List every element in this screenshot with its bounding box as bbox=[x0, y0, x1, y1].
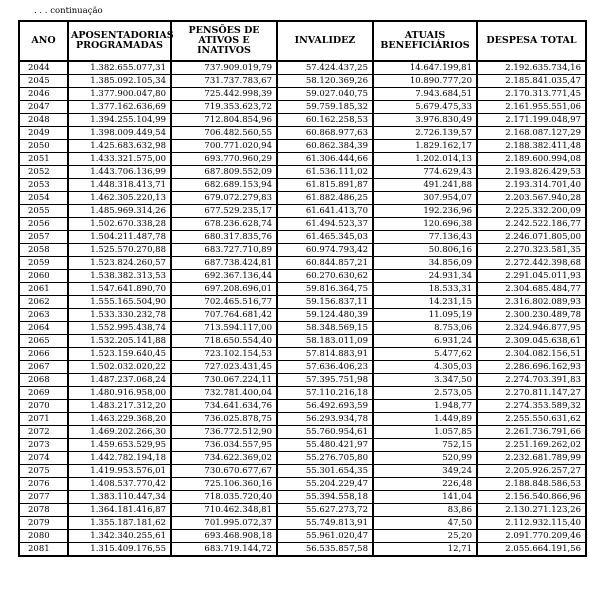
cell-ano: 2065 bbox=[19, 335, 68, 348]
cell-despesa-total: 2.170.313.771,45 bbox=[477, 88, 586, 101]
table-row bbox=[19, 361, 586, 374]
cell-despesa-total: 2.156.540.866,96 bbox=[477, 491, 586, 504]
cell-despesa-total: 2.168.087.127,29 bbox=[477, 127, 586, 140]
cell-invalidez: 55.961.020,47 bbox=[277, 530, 373, 543]
cell-aposentadorias: 1.533.330.232,78 bbox=[68, 309, 171, 322]
cell-aposentadorias: 1.382.655.077,31 bbox=[68, 61, 171, 75]
cell-despesa-total: 2.316.802.089,93 bbox=[477, 296, 586, 309]
cell-atuais-beneficiarios: 192.236,96 bbox=[373, 205, 477, 218]
table-row bbox=[19, 140, 586, 153]
cell-aposentadorias: 1.342.340.255,61 bbox=[68, 530, 171, 543]
table-row bbox=[19, 543, 586, 557]
cell-pensoes: 725.442.998,39 bbox=[171, 88, 277, 101]
cell-pensoes: 692.367.136,44 bbox=[171, 270, 277, 283]
cell-atuais-beneficiarios: 7.943.684,51 bbox=[373, 88, 477, 101]
cell-atuais-beneficiarios: 5.477,62 bbox=[373, 348, 477, 361]
cell-aposentadorias: 1.419.953.576,01 bbox=[68, 465, 171, 478]
cell-atuais-beneficiarios: 10.890.777,20 bbox=[373, 75, 477, 88]
cell-invalidez: 60.162.258,53 bbox=[277, 114, 373, 127]
cell-ano: 2058 bbox=[19, 244, 68, 257]
cell-despesa-total: 2.185.841.035,47 bbox=[477, 75, 586, 88]
cell-invalidez: 61.306.444,66 bbox=[277, 153, 373, 166]
cell-invalidez: 61.815.891,87 bbox=[277, 179, 373, 192]
cell-despesa-total: 2.203.567.940,28 bbox=[477, 192, 586, 205]
table-row bbox=[19, 387, 586, 400]
cell-despesa-total: 2.091.770.209,46 bbox=[477, 530, 586, 543]
col-header-despesa-total: DESPESA TOTAL bbox=[477, 21, 586, 61]
cell-aposentadorias: 1.525.570.270,88 bbox=[68, 244, 171, 257]
cell-pensoes: 730.670.677,67 bbox=[171, 465, 277, 478]
cell-invalidez: 56.535.857,58 bbox=[277, 543, 373, 557]
cell-ano: 2081 bbox=[19, 543, 68, 557]
cell-pensoes: 706.482.560,55 bbox=[171, 127, 277, 140]
cell-ano: 2057 bbox=[19, 231, 68, 244]
cell-pensoes: 683.719.144,72 bbox=[171, 543, 277, 557]
cell-despesa-total: 2.193.826.429,53 bbox=[477, 166, 586, 179]
cell-pensoes: 693.770.960,29 bbox=[171, 153, 277, 166]
table-row bbox=[19, 452, 586, 465]
cell-invalidez: 59.156.837,11 bbox=[277, 296, 373, 309]
cell-aposentadorias: 1.459.653.529,95 bbox=[68, 439, 171, 452]
cell-atuais-beneficiarios: 2.726.139,57 bbox=[373, 127, 477, 140]
cell-despesa-total: 2.304.685.484,77 bbox=[477, 283, 586, 296]
table-row bbox=[19, 61, 586, 75]
cell-aposentadorias: 1.442.782.194,18 bbox=[68, 452, 171, 465]
table-row bbox=[19, 231, 586, 244]
cell-despesa-total: 2.309.045.638,61 bbox=[477, 335, 586, 348]
cell-pensoes: 718.650.554,40 bbox=[171, 335, 277, 348]
cell-despesa-total: 2.130.271.123,26 bbox=[477, 504, 586, 517]
cell-aposentadorias: 1.523.159.640,45 bbox=[68, 348, 171, 361]
cell-pensoes: 737.909.019,79 bbox=[171, 61, 277, 75]
cell-atuais-beneficiarios: 349,24 bbox=[373, 465, 477, 478]
cell-atuais-beneficiarios: 1.449,89 bbox=[373, 413, 477, 426]
table-row bbox=[19, 413, 586, 426]
cell-invalidez: 58.348.569,15 bbox=[277, 322, 373, 335]
cell-invalidez: 55.394.558,18 bbox=[277, 491, 373, 504]
cell-aposentadorias: 1.408.537.770,42 bbox=[68, 478, 171, 491]
cell-atuais-beneficiarios: 6.931,24 bbox=[373, 335, 477, 348]
cell-despesa-total: 2.246.071.805,00 bbox=[477, 231, 586, 244]
cell-ano: 2061 bbox=[19, 283, 68, 296]
cell-ano: 2073 bbox=[19, 439, 68, 452]
cell-pensoes: 683.727.710,89 bbox=[171, 244, 277, 257]
cell-ano: 2052 bbox=[19, 166, 68, 179]
cell-ano: 2078 bbox=[19, 504, 68, 517]
cell-invalidez: 57.424.437,25 bbox=[277, 61, 373, 75]
cell-pensoes: 682.689.153,94 bbox=[171, 179, 277, 192]
cell-ano: 2068 bbox=[19, 374, 68, 387]
cell-pensoes: 697.208.696,01 bbox=[171, 283, 277, 296]
cell-despesa-total: 2.189.600.994,08 bbox=[477, 153, 586, 166]
cell-invalidez: 57.636.406,23 bbox=[277, 361, 373, 374]
cell-despesa-total: 2.286.696.162,93 bbox=[477, 361, 586, 374]
cell-atuais-beneficiarios: 25,20 bbox=[373, 530, 477, 543]
benefit-expense-table bbox=[18, 20, 587, 557]
cell-despesa-total: 2.055.664.191,56 bbox=[477, 543, 586, 557]
cell-aposentadorias: 1.377.162.636,69 bbox=[68, 101, 171, 114]
cell-invalidez: 61.641.413,70 bbox=[277, 205, 373, 218]
cell-pensoes: 687.809.552,09 bbox=[171, 166, 277, 179]
cell-atuais-beneficiarios: 3.976.830,49 bbox=[373, 114, 477, 127]
col-header-aposentadorias: APOSENTADORIAS PROGRAMADAS bbox=[68, 21, 171, 61]
cell-aposentadorias: 1.502.032.020,22 bbox=[68, 361, 171, 374]
cell-ano: 2059 bbox=[19, 257, 68, 270]
cell-atuais-beneficiarios: 12,71 bbox=[373, 543, 477, 557]
cell-ano: 2074 bbox=[19, 452, 68, 465]
cell-invalidez: 60.844.857,21 bbox=[277, 257, 373, 270]
cell-pensoes: 731.737.783,67 bbox=[171, 75, 277, 88]
cell-ano: 2051 bbox=[19, 153, 68, 166]
cell-despesa-total: 2.232.681.789,99 bbox=[477, 452, 586, 465]
cell-despesa-total: 2.188.382.411,48 bbox=[477, 140, 586, 153]
cell-ano: 2076 bbox=[19, 478, 68, 491]
table-row bbox=[19, 179, 586, 192]
col-header-atuais-beneficiarios: ATUAIS BENEFICIÁRIOS bbox=[373, 21, 477, 61]
cell-pensoes: 700.771.020,94 bbox=[171, 140, 277, 153]
cell-ano: 2055 bbox=[19, 205, 68, 218]
table-row bbox=[19, 166, 586, 179]
cell-aposentadorias: 1.504.211.487,78 bbox=[68, 231, 171, 244]
cell-aposentadorias: 1.523.824.260,57 bbox=[68, 257, 171, 270]
cell-despesa-total: 2.112.932.115,40 bbox=[477, 517, 586, 530]
cell-despesa-total: 2.251.169.262,02 bbox=[477, 439, 586, 452]
cell-despesa-total: 2.192.635.734,16 bbox=[477, 61, 586, 75]
cell-invalidez: 55.627.273,72 bbox=[277, 504, 373, 517]
table-row bbox=[19, 192, 586, 205]
cell-atuais-beneficiarios: 141,04 bbox=[373, 491, 477, 504]
cell-invalidez: 55.480.421,97 bbox=[277, 439, 373, 452]
table-row bbox=[19, 374, 586, 387]
cell-despesa-total: 2.291.045.011,93 bbox=[477, 270, 586, 283]
cell-despesa-total: 2.242.522.186,77 bbox=[477, 218, 586, 231]
cell-despesa-total: 2.193.314.701,40 bbox=[477, 179, 586, 192]
cell-atuais-beneficiarios: 1.829.162,17 bbox=[373, 140, 477, 153]
cell-pensoes: 732.781.400,04 bbox=[171, 387, 277, 400]
cell-ano: 2050 bbox=[19, 140, 68, 153]
cell-pensoes: 736.025.878,75 bbox=[171, 413, 277, 426]
table-row bbox=[19, 244, 586, 257]
table-row bbox=[19, 491, 586, 504]
cell-ano: 2066 bbox=[19, 348, 68, 361]
cell-despesa-total: 2.205.926.257,27 bbox=[477, 465, 586, 478]
table-row bbox=[19, 309, 586, 322]
cell-pensoes: 736.034.557,95 bbox=[171, 439, 277, 452]
cell-aposentadorias: 1.364.181.416,87 bbox=[68, 504, 171, 517]
cell-ano: 2047 bbox=[19, 101, 68, 114]
cell-aposentadorias: 1.555.165.504,90 bbox=[68, 296, 171, 309]
table-row bbox=[19, 478, 586, 491]
cell-atuais-beneficiarios: 307.954,07 bbox=[373, 192, 477, 205]
cell-aposentadorias: 1.469.202.266,30 bbox=[68, 426, 171, 439]
cell-ano: 2069 bbox=[19, 387, 68, 400]
cell-ano: 2053 bbox=[19, 179, 68, 192]
cell-invalidez: 55.749.813,91 bbox=[277, 517, 373, 530]
cell-ano: 2072 bbox=[19, 426, 68, 439]
table-row bbox=[19, 426, 586, 439]
cell-aposentadorias: 1.547.641.890,70 bbox=[68, 283, 171, 296]
cell-aposentadorias: 1.483.217.312,20 bbox=[68, 400, 171, 413]
cell-atuais-beneficiarios: 774.629,43 bbox=[373, 166, 477, 179]
cell-invalidez: 60.868.977,63 bbox=[277, 127, 373, 140]
cell-pensoes: 702.465.516,77 bbox=[171, 296, 277, 309]
table-row bbox=[19, 270, 586, 283]
cell-pensoes: 718.035.720,40 bbox=[171, 491, 277, 504]
cell-invalidez: 55.301.654,35 bbox=[277, 465, 373, 478]
cell-pensoes: 677.529.235,17 bbox=[171, 205, 277, 218]
cell-aposentadorias: 1.385.092.105,34 bbox=[68, 75, 171, 88]
table-row bbox=[19, 218, 586, 231]
cell-despesa-total: 2.272.442.398,68 bbox=[477, 257, 586, 270]
cell-despesa-total: 2.188.848.586,53 bbox=[477, 478, 586, 491]
cell-atuais-beneficiarios: 11.095,19 bbox=[373, 309, 477, 322]
cell-pensoes: 736.772.512,90 bbox=[171, 426, 277, 439]
cell-atuais-beneficiarios: 24.931,34 bbox=[373, 270, 477, 283]
cell-pensoes: 719.353.623,72 bbox=[171, 101, 277, 114]
cell-invalidez: 56.492.693,59 bbox=[277, 400, 373, 413]
cell-despesa-total: 2.225.332.200,09 bbox=[477, 205, 586, 218]
cell-ano: 2079 bbox=[19, 517, 68, 530]
cell-pensoes: 680.317.835,76 bbox=[171, 231, 277, 244]
cell-aposentadorias: 1.355.187.181,62 bbox=[68, 517, 171, 530]
cell-invalidez: 59.759.185,32 bbox=[277, 101, 373, 114]
cell-pensoes: 723.102.154,53 bbox=[171, 348, 277, 361]
cell-invalidez: 57.814.883,91 bbox=[277, 348, 373, 361]
cell-atuais-beneficiarios: 83,86 bbox=[373, 504, 477, 517]
cell-pensoes: 678.236.628,74 bbox=[171, 218, 277, 231]
col-header-pensoes: PENSÕES DE ATIVOS E INATIVOS bbox=[171, 21, 277, 61]
cell-invalidez: 61.465.345,03 bbox=[277, 231, 373, 244]
cell-pensoes: 734.622.369,02 bbox=[171, 452, 277, 465]
cell-pensoes: 725.106.360,16 bbox=[171, 478, 277, 491]
cell-pensoes: 679.072.279,83 bbox=[171, 192, 277, 205]
cell-pensoes: 701.995.072,37 bbox=[171, 517, 277, 530]
cell-ano: 2062 bbox=[19, 296, 68, 309]
cell-pensoes: 727.023.431,45 bbox=[171, 361, 277, 374]
cell-atuais-beneficiarios: 752,15 bbox=[373, 439, 477, 452]
cell-atuais-beneficiarios: 3.347,50 bbox=[373, 374, 477, 387]
cell-despesa-total: 2.171.199.048,97 bbox=[477, 114, 586, 127]
table-row bbox=[19, 296, 586, 309]
table-row bbox=[19, 439, 586, 452]
table-row bbox=[19, 335, 586, 348]
cell-aposentadorias: 1.552.995.438,74 bbox=[68, 322, 171, 335]
cell-pensoes: 710.462.348,81 bbox=[171, 504, 277, 517]
cell-pensoes: 687.738.424,81 bbox=[171, 257, 277, 270]
table-row bbox=[19, 88, 586, 101]
table-row bbox=[19, 127, 586, 140]
cell-atuais-beneficiarios: 120.696,38 bbox=[373, 218, 477, 231]
cell-ano: 2056 bbox=[19, 218, 68, 231]
cell-despesa-total: 2.161.955.551,06 bbox=[477, 101, 586, 114]
cell-atuais-beneficiarios: 520,99 bbox=[373, 452, 477, 465]
cell-invalidez: 60.270.630,62 bbox=[277, 270, 373, 283]
cell-ano: 2046 bbox=[19, 88, 68, 101]
table-header-row bbox=[19, 21, 586, 61]
cell-pensoes: 712.804.854,96 bbox=[171, 114, 277, 127]
table-row bbox=[19, 504, 586, 517]
cell-aposentadorias: 1.377.900.047,80 bbox=[68, 88, 171, 101]
cell-despesa-total: 2.255.550.631,62 bbox=[477, 413, 586, 426]
col-header-ano: ANO bbox=[19, 21, 68, 61]
table-row bbox=[19, 75, 586, 88]
cell-invalidez: 59.816.364,75 bbox=[277, 283, 373, 296]
cell-despesa-total: 2.270.811.147,27 bbox=[477, 387, 586, 400]
table-body bbox=[19, 61, 586, 556]
cell-ano: 2064 bbox=[19, 322, 68, 335]
cell-aposentadorias: 1.532.205.141,88 bbox=[68, 335, 171, 348]
table-row bbox=[19, 322, 586, 335]
cell-aposentadorias: 1.448.318.413,71 bbox=[68, 179, 171, 192]
cell-invalidez: 56.293.934,78 bbox=[277, 413, 373, 426]
cell-aposentadorias: 1.443.706.136,99 bbox=[68, 166, 171, 179]
cell-aposentadorias: 1.485.969.314,26 bbox=[68, 205, 171, 218]
table-row bbox=[19, 283, 586, 296]
cell-pensoes: 730.067.224,11 bbox=[171, 374, 277, 387]
cell-ano: 2044 bbox=[19, 61, 68, 75]
cell-atuais-beneficiarios: 18.533,31 bbox=[373, 283, 477, 296]
cell-atuais-beneficiarios: 8.753,06 bbox=[373, 322, 477, 335]
cell-invalidez: 57.395.751,98 bbox=[277, 374, 373, 387]
cell-atuais-beneficiarios: 47,50 bbox=[373, 517, 477, 530]
col-header-invalidez: INVALIDEZ bbox=[277, 21, 373, 61]
cell-ano: 2077 bbox=[19, 491, 68, 504]
cell-aposentadorias: 1.315.409.176,55 bbox=[68, 543, 171, 557]
table-row bbox=[19, 530, 586, 543]
cell-aposentadorias: 1.462.305.220,13 bbox=[68, 192, 171, 205]
cell-atuais-beneficiarios: 34.856,09 bbox=[373, 257, 477, 270]
cell-invalidez: 60.862.384,39 bbox=[277, 140, 373, 153]
cell-ano: 2071 bbox=[19, 413, 68, 426]
cell-despesa-total: 2.274.353.589,32 bbox=[477, 400, 586, 413]
cell-ano: 2070 bbox=[19, 400, 68, 413]
cell-ano: 2063 bbox=[19, 309, 68, 322]
cell-invalidez: 55.760.954,61 bbox=[277, 426, 373, 439]
cell-ano: 2080 bbox=[19, 530, 68, 543]
cell-atuais-beneficiarios: 1.948,77 bbox=[373, 400, 477, 413]
cell-atuais-beneficiarios: 1.057,85 bbox=[373, 426, 477, 439]
cell-ano: 2045 bbox=[19, 75, 68, 88]
continuation-label: . . . continuação bbox=[34, 6, 103, 16]
cell-aposentadorias: 1.383.110.447,34 bbox=[68, 491, 171, 504]
cell-invalidez: 58.120.369,26 bbox=[277, 75, 373, 88]
table-row bbox=[19, 101, 586, 114]
table-row bbox=[19, 348, 586, 361]
cell-atuais-beneficiarios: 77.136,43 bbox=[373, 231, 477, 244]
table-row bbox=[19, 114, 586, 127]
cell-ano: 2049 bbox=[19, 127, 68, 140]
cell-invalidez: 59.027.040,75 bbox=[277, 88, 373, 101]
table-row bbox=[19, 465, 586, 478]
cell-despesa-total: 2.270.323.581,35 bbox=[477, 244, 586, 257]
cell-invalidez: 61.536.111,02 bbox=[277, 166, 373, 179]
cell-pensoes: 693.468.908,18 bbox=[171, 530, 277, 543]
cell-ano: 2060 bbox=[19, 270, 68, 283]
table-row bbox=[19, 205, 586, 218]
cell-invalidez: 55.204.229,47 bbox=[277, 478, 373, 491]
cell-atuais-beneficiarios: 14.647.199,81 bbox=[373, 61, 477, 75]
cell-despesa-total: 2.261.736.791,66 bbox=[477, 426, 586, 439]
cell-despesa-total: 2.274.703.391,83 bbox=[477, 374, 586, 387]
cell-despesa-total: 2.300.230.489,78 bbox=[477, 309, 586, 322]
cell-invalidez: 57.110.216,18 bbox=[277, 387, 373, 400]
cell-invalidez: 60.974.793,42 bbox=[277, 244, 373, 257]
cell-aposentadorias: 1.538.382.313,53 bbox=[68, 270, 171, 283]
cell-pensoes: 734.641.634,76 bbox=[171, 400, 277, 413]
cell-despesa-total: 2.304.082.156,51 bbox=[477, 348, 586, 361]
cell-atuais-beneficiarios: 1.202.014,13 bbox=[373, 153, 477, 166]
cell-invalidez: 58.183.011,09 bbox=[277, 335, 373, 348]
table-row bbox=[19, 400, 586, 413]
cell-atuais-beneficiarios: 491.241,88 bbox=[373, 179, 477, 192]
cell-aposentadorias: 1.425.683.632,98 bbox=[68, 140, 171, 153]
cell-invalidez: 61.494.523,37 bbox=[277, 218, 373, 231]
cell-atuais-beneficiarios: 2.573,05 bbox=[373, 387, 477, 400]
cell-pensoes: 707.764.681,42 bbox=[171, 309, 277, 322]
cell-aposentadorias: 1.433.321.575,00 bbox=[68, 153, 171, 166]
cell-atuais-beneficiarios: 14.231,15 bbox=[373, 296, 477, 309]
table-row bbox=[19, 257, 586, 270]
cell-ano: 2054 bbox=[19, 192, 68, 205]
cell-aposentadorias: 1.502.670.338,28 bbox=[68, 218, 171, 231]
cell-atuais-beneficiarios: 5.679.475,33 bbox=[373, 101, 477, 114]
table-row bbox=[19, 153, 586, 166]
cell-atuais-beneficiarios: 226,48 bbox=[373, 478, 477, 491]
cell-invalidez: 55.276.705,80 bbox=[277, 452, 373, 465]
cell-aposentadorias: 1.487.237.068,24 bbox=[68, 374, 171, 387]
cell-ano: 2067 bbox=[19, 361, 68, 374]
cell-pensoes: 713.594.117,00 bbox=[171, 322, 277, 335]
table-row bbox=[19, 517, 586, 530]
cell-aposentadorias: 1.480.916.958,00 bbox=[68, 387, 171, 400]
cell-aposentadorias: 1.394.255.104,99 bbox=[68, 114, 171, 127]
cell-atuais-beneficiarios: 50.806,16 bbox=[373, 244, 477, 257]
cell-ano: 2075 bbox=[19, 465, 68, 478]
cell-aposentadorias: 1.398.009.449,54 bbox=[68, 127, 171, 140]
cell-despesa-total: 2.324.946.877,95 bbox=[477, 322, 586, 335]
cell-aposentadorias: 1.463.229.368,20 bbox=[68, 413, 171, 426]
cell-atuais-beneficiarios: 4.305,03 bbox=[373, 361, 477, 374]
cell-invalidez: 61.882.486,25 bbox=[277, 192, 373, 205]
cell-invalidez: 59.124.480,39 bbox=[277, 309, 373, 322]
cell-ano: 2048 bbox=[19, 114, 68, 127]
